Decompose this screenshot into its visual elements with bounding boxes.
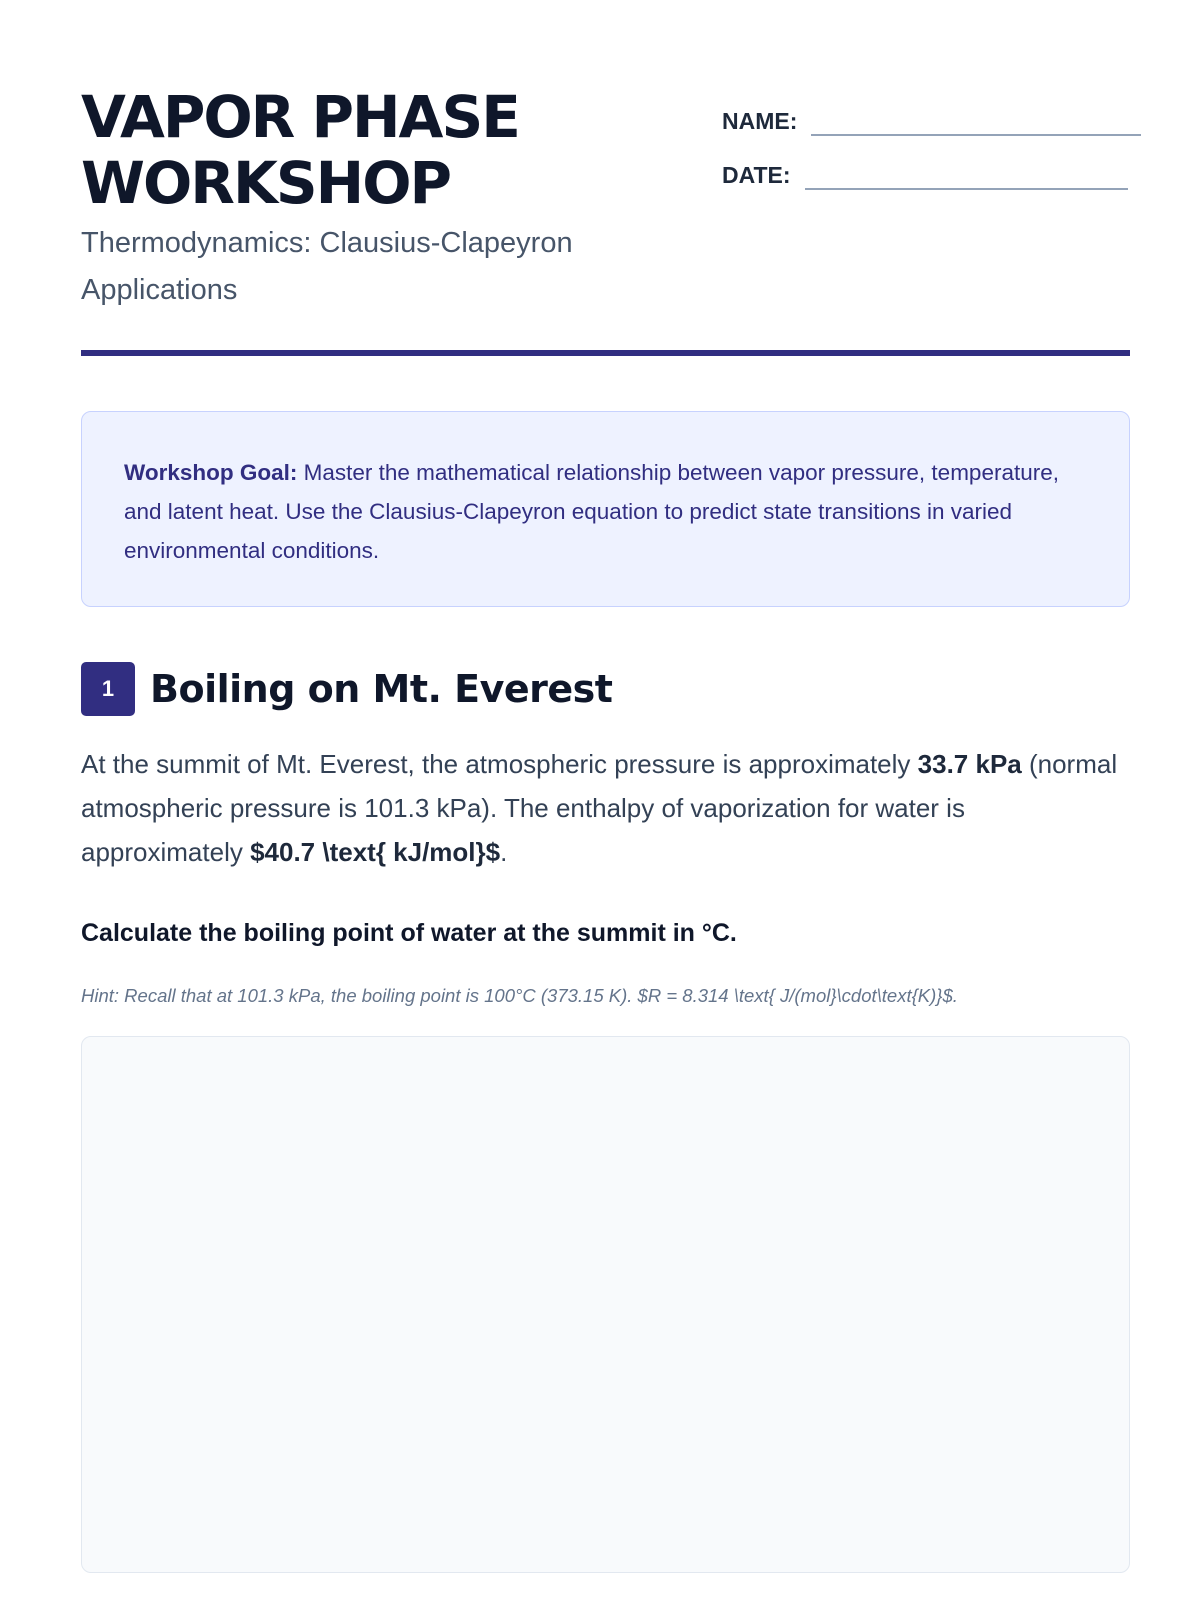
answer-box[interactable] [81, 1036, 1130, 1573]
problem-text-2: (normal atmospheric pressure is 101.3 kPa). The enthalpy of vaporization for water is approximately [81, 749, 1118, 867]
workshop-goal-body: Master the mathematical relationship between vapor pressure, temperature, and latent heat. Use the Clausius-Clapeyron equation to predict state transitions in varied environmental conditions. [124, 460, 1059, 563]
worksheet-title: VAPOR PHASE WORKSHOP [81, 83, 519, 217]
student-info-fields [722, 84, 1141, 192]
worksheet-subtitle: Thermodynamics: Clausius-Clapeyron Applications [81, 227, 573, 306]
section-1-header [81, 662, 1130, 716]
workshop-goal-box [81, 411, 1130, 607]
date-field[interactable] [805, 160, 1128, 190]
pressure-value: 33.7 kPa [917, 749, 1022, 779]
name-field[interactable] [811, 106, 1141, 136]
problem-text-3: . [500, 837, 508, 867]
problem-statement [81, 742, 1130, 874]
workshop-goal-text [124, 453, 1089, 570]
workshop-goal-label: Workshop Goal: [124, 460, 298, 485]
hint-text: Hint: Recall that at 101.3 kPa, the boiling point is 100°C (373.15 K). $R = 8.314 \text{ J/(mol}\cdot\text{K)}$. [81, 985, 958, 1006]
date-field-row [722, 138, 1141, 192]
enthalpy-value: $40.7 \text{ kJ/mol}$ [250, 837, 501, 867]
question-text: Calculate the boiling point of water at the summit in °C. [81, 919, 737, 947]
name-field-row [722, 84, 1141, 138]
section-number-badge: 1 [81, 662, 135, 716]
name-label: NAME: [722, 108, 798, 134]
problem-text-1: At the summit of Mt. Everest, the atmospheric pressure is approximately [81, 749, 918, 779]
date-label: DATE: [722, 162, 791, 188]
header-divider [81, 350, 1130, 356]
section-title: Boiling on Mt. Everest [150, 667, 613, 711]
